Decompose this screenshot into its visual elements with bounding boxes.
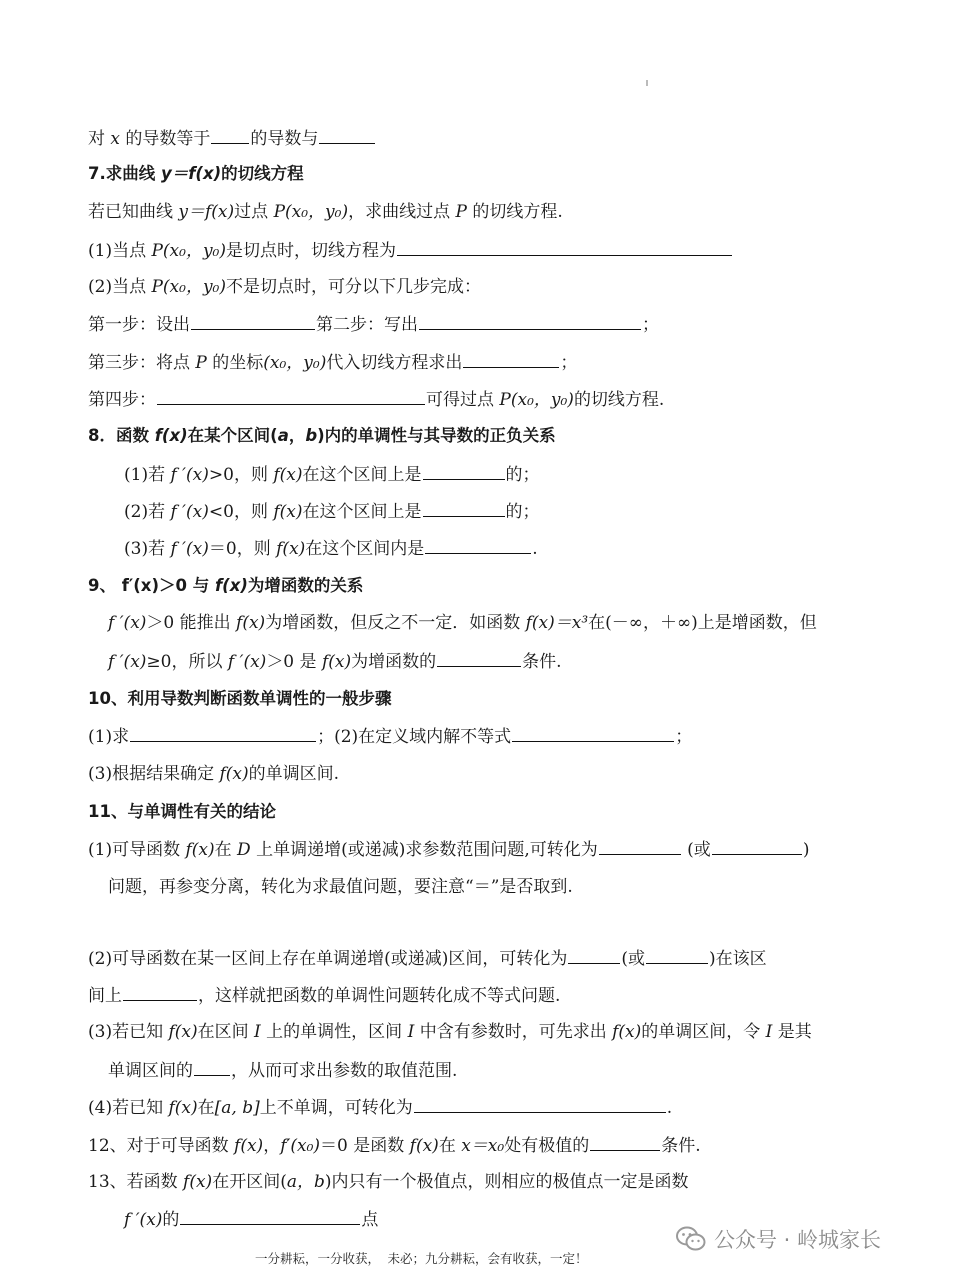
- page-footer: 一分耕耘，一分收获， 未必；九分耕耘，会有收获，一定！: [255, 1251, 588, 1266]
- blank: [319, 127, 375, 144]
- text-line: (3)若 f ′(x)＝0，则 f(x)在这个区间内是 .: [124, 539, 538, 559]
- blank: [463, 351, 559, 368]
- blank: [397, 239, 732, 256]
- blank: [419, 313, 641, 330]
- watermark-text: 公众号 · 岭城家长: [714, 1228, 882, 1252]
- text-line: (3)若已知 f(x)在区间 I 上的单调性，区间 I 中含有参数时，可先求出 f(x)的单调区间，令 I 是其: [88, 1022, 812, 1042]
- text-line: 第三步：将点 P 的坐标(x₀，y₀)代入切线方程求出 ；: [88, 353, 578, 373]
- blank: [512, 725, 674, 742]
- text-line: f ′(x)的 点: [124, 1210, 379, 1230]
- text-line: 间上 ，这样就把函数的单调性问题转化成不等式问题.: [88, 986, 561, 1006]
- blank: [157, 388, 425, 405]
- blank: [590, 1134, 660, 1151]
- blank: [437, 650, 521, 667]
- section-heading-8: 8．函数 f(x)在某个区间(a，b)内的单调性与其导数的正负关系: [88, 426, 556, 445]
- text-line: 对 x 的导数等于 的导数与: [88, 127, 376, 150]
- blank: [130, 725, 316, 742]
- section-heading-7: 7.求曲线 y＝f(x)的切线方程: [88, 164, 304, 183]
- blank: [211, 127, 249, 144]
- text-line: 问题，再参变分离，转化为求最值问题，要注意“＝”是否取到.: [108, 877, 573, 897]
- section-heading-10: 10、利用导数判断函数单调性的一般步骤: [88, 689, 392, 708]
- text-line: (1)可导函数 f(x)在 D 上单调递增(或递减)求参数范围问题,可转化为 (或 ): [88, 840, 810, 860]
- blank: [123, 984, 197, 1001]
- text-line: (2)可导函数在某一区间上存在单调递增(或递减)区间，可转化为 (或 )在该区: [88, 949, 767, 969]
- text-line: 13、若函数 f(x)在开区间(a，b)内只有一个极值点，则相应的极值点一定是函数: [88, 1172, 689, 1192]
- text-line: 12、对于可导函数 f(x)，f′(x₀)＝0 是函数 f(x)在 x＝x₀处有极值的 条件.: [88, 1136, 701, 1156]
- text-line: (3)根据结果确定 f(x)的单调区间.: [88, 764, 340, 784]
- blank: [423, 500, 505, 517]
- scan-mark: [646, 80, 648, 86]
- watermark: [676, 1224, 881, 1254]
- text-line: 单调区间的 ，从而可求出参数的取值范围.: [108, 1061, 458, 1081]
- text-line: (4)若已知 f(x)在[a, b]上不单调，可转化为 .: [88, 1098, 673, 1118]
- blank: [423, 463, 505, 480]
- blank: [191, 313, 315, 330]
- blank: [568, 947, 620, 964]
- text-line: 第一步：设出 第二步：写出 ；: [88, 315, 659, 335]
- text-line: f ′(x)＞0 能推出 f(x)为增函数，但反之不一定．如函数 f(x)＝x³在(－∞，＋∞)上是增函数，但: [108, 613, 817, 633]
- wechat-icon: [676, 1226, 706, 1252]
- text-line: (2)若 f ′(x)<0，则 f(x)在这个区间上是 的；: [124, 502, 540, 522]
- blank: [599, 838, 681, 855]
- text-line: (1)求 ；(2)在定义域内解不等式 ；: [88, 727, 693, 747]
- text-line: f ′(x)≥0，所以 f ′(x)＞0 是 f(x)为增函数的 条件.: [108, 652, 562, 672]
- text-line: (2)当点 P(x₀，y₀)不是切点时，可分以下几步完成：: [88, 277, 482, 297]
- text-line: (1)若 f ′(x)>0，则 f(x)在这个区间上是 的；: [124, 465, 540, 485]
- blank: [180, 1208, 360, 1225]
- text-line: 第四步： 可得过点 P(x₀，y₀)的切线方程.: [88, 390, 665, 410]
- blank: [646, 947, 708, 964]
- text-line: 若已知曲线 y＝f(x)过点 P(x₀，y₀)，求曲线过点 P 的切线方程.: [88, 202, 563, 222]
- blank: [425, 537, 531, 554]
- section-heading-9: 9、 f′(x)＞0 与 f(x)为增函数的关系: [88, 576, 364, 595]
- blank: [414, 1096, 666, 1113]
- blank: [194, 1059, 230, 1076]
- section-heading-11: 11、与单调性有关的结论: [88, 802, 276, 821]
- blank: [712, 838, 802, 855]
- text-line: (1)当点 P(x₀，y₀)是切点时，切线方程为: [88, 239, 733, 262]
